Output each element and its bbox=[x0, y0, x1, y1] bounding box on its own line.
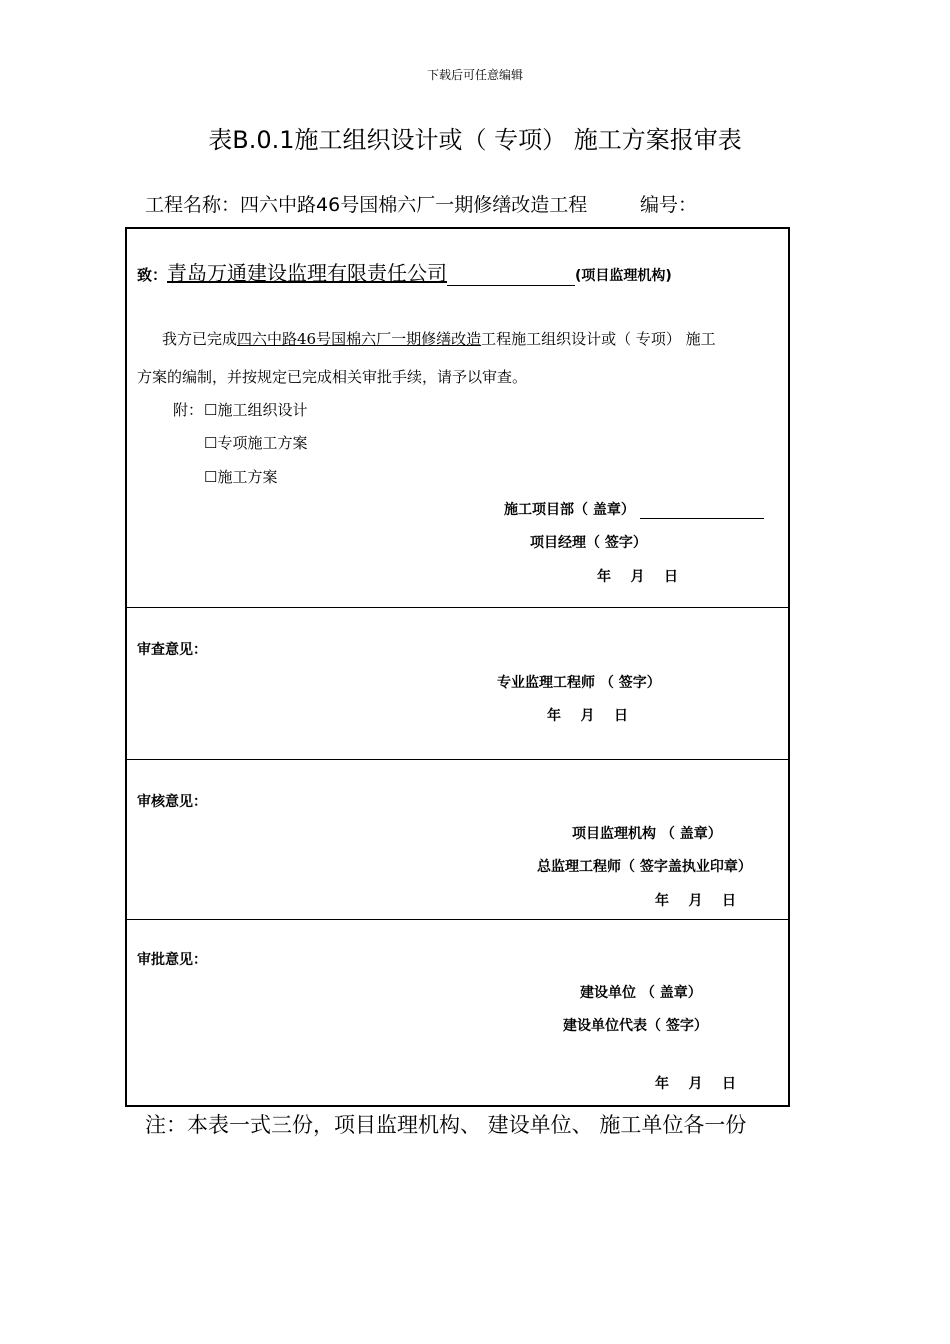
attach-label: 附： bbox=[173, 401, 204, 419]
approval-section bbox=[127, 921, 788, 1105]
number-label: 编号： bbox=[640, 194, 698, 216]
attachment-item[interactable]: ☐专项施工方案 bbox=[204, 434, 308, 452]
review-sign: 专业监理工程师 （ 签字） bbox=[497, 675, 661, 691]
audit-sign-chief: 总监理工程师（ 签字盖执业印章） bbox=[537, 859, 752, 875]
to-line bbox=[137, 257, 672, 286]
body-rest: 工程施工组织设计或（ 专项） 施工 bbox=[481, 330, 716, 348]
review-date: 年 月 日 bbox=[547, 708, 628, 724]
approval-date: 年 月 日 bbox=[655, 1076, 736, 1092]
to-recipient: 青岛万通建设监理有限责任公司 bbox=[167, 261, 448, 285]
to-underline bbox=[447, 265, 575, 286]
approval-sign-unit: 建设单位 （ 盖章） bbox=[580, 985, 702, 1001]
audit-date: 年 月 日 bbox=[655, 893, 736, 909]
approval-form-table bbox=[125, 227, 790, 1107]
sign-project-manager: 项目经理（ 签字） bbox=[530, 535, 647, 551]
submission-section bbox=[127, 229, 788, 608]
footnote: 注：本表一式三份，项目监理机构、 建设单位、 施工单位各一份 bbox=[145, 1113, 747, 1137]
project-name: 四六中路46号国棉六厂一期修缮改造工程 bbox=[240, 194, 588, 216]
project-label: 工程名称： bbox=[145, 194, 241, 216]
review-section bbox=[127, 609, 788, 760]
audit-label: 审核意见： bbox=[137, 794, 207, 810]
submission-body-line2: 方案的编制，并按规定已完成相关审批手续，请予以审查。 bbox=[137, 368, 528, 386]
sign-project-dept bbox=[504, 499, 764, 519]
header-note: 下载后可任意编辑 bbox=[426, 68, 523, 82]
submission-body-line1 bbox=[162, 328, 716, 349]
approval-sign-rep: 建设单位代表（ 签字） bbox=[563, 1018, 708, 1034]
body-project: 四六中路46号国棉六厂一期修缮改造 bbox=[237, 330, 482, 348]
to-suffix: (项目监理机构) bbox=[575, 268, 672, 284]
sign-dept-line bbox=[640, 502, 764, 519]
review-label: 审查意见： bbox=[137, 642, 207, 658]
attachment-item[interactable]: ☐施工方案 bbox=[204, 468, 278, 486]
approval-label: 审批意见： bbox=[137, 952, 207, 968]
form-title: 表B.0.1施工组织设计或（ 专项） 施工方案报审表 bbox=[208, 126, 742, 154]
body-prefix: 我方已完成 bbox=[162, 330, 238, 348]
submission-date: 年 月 日 bbox=[597, 569, 678, 585]
attachment-item[interactable]: ☐施工组织设计 bbox=[204, 401, 308, 419]
audit-sign-org: 项目监理机构 （ 盖章） bbox=[572, 826, 722, 842]
sign-dept-label: 施工项目部（ 盖章） bbox=[504, 502, 635, 518]
project-name-line bbox=[145, 190, 587, 217]
audit-section bbox=[127, 761, 788, 920]
to-label: 致： bbox=[137, 266, 168, 284]
